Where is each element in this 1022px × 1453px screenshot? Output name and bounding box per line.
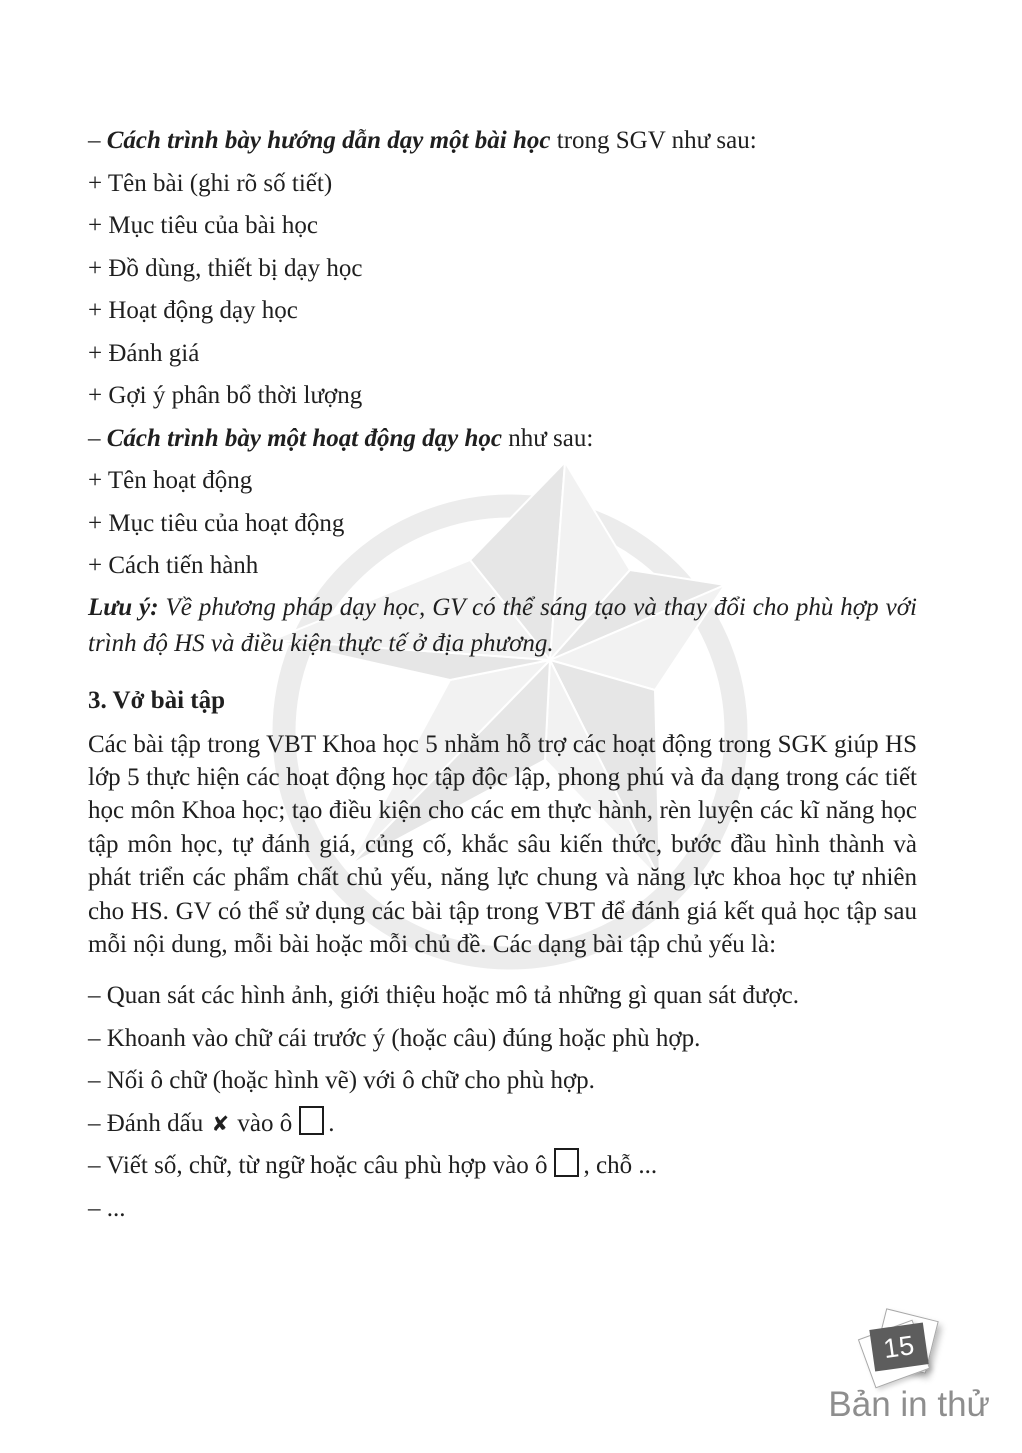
sgv-item-assessment: + Đánh giá: [88, 339, 200, 367]
note-paragraph: [88, 590, 917, 662]
answer-box: [554, 1148, 579, 1177]
page-number-badge: [858, 1310, 946, 1396]
task-write-answer: [88, 1145, 917, 1188]
workbook-section-heading: 3. Vở bài tập: [88, 686, 226, 714]
dash-marker: –: [88, 127, 107, 154]
task-connect-boxes: – Nối ô chữ (hoặc hình vẽ) với ô chữ cho phù hợp.: [88, 1067, 595, 1095]
activity-item-name: + Tên hoạt động: [88, 467, 253, 494]
task-ellipsis: – ...: [88, 1194, 126, 1222]
task-type-list: [88, 975, 917, 1230]
x-mark-glyph: ✘: [211, 1111, 230, 1136]
task-write-prefix: – Viết số, chữ, từ ngữ hoặc câu phù hợp vào ô: [88, 1152, 548, 1180]
task-mark-middle: vào ô: [231, 1109, 293, 1137]
activity-presentation-heading-rest: như sau:: [501, 424, 594, 452]
sgv-item-time-allocation: + Gợi ý phân bổ thời lượng: [88, 382, 363, 409]
task-write-suffix: , chỗ ...: [583, 1152, 658, 1180]
activity-presentation-heading: [88, 418, 917, 461]
page-number-square: [869, 1322, 928, 1371]
task-mark-x: [88, 1103, 917, 1146]
sgv-item-lesson-objective: + Mục tiêu của bài học: [88, 212, 318, 239]
task-mark-prefix: – Đánh dấu: [88, 1109, 210, 1137]
note-text: Về phương pháp dạy học, GV có thể sáng tạo và thay đổi cho phù hợp với trình độ HS và điều kiện thực tế ở địa phương.: [88, 593, 918, 657]
answer-box: [299, 1106, 324, 1135]
sgv-presentation-heading-emphasis: Cách trình bày hướng dẫn dạy một bài học: [106, 127, 551, 154]
sgv-item-equipment: + Đồ dùng, thiết bị dạy học: [88, 254, 363, 282]
task-circle-answer: – Khoanh vào chữ cái trước ý (hoặc câu) đúng hoặc phù hợp.: [88, 1024, 701, 1052]
sgv-item-lesson-name: + Tên bài (ghi rõ số tiết): [88, 169, 333, 197]
page-number: 15: [881, 1329, 917, 1364]
workbook-paragraph: Các bài tập trong VBT Khoa học 5 nhằm hỗ trợ các hoạt động trong SGK giúp HS lớp 5 thực hiện các hoạt động học tập độc lập, phong phú và đa dạng trong các tiết học môn Khoa học; tạo điều kiện cho các em thực hành, rèn luyện các kĩ năng học tập môn học, tự đánh giá, củng cố, khắc sâu kiến thức, bước đầu hình thành và phát triển các phẩm chất chủ yếu, năng lực chung và năng lực khoa học tự nhiên cho HS. GV có thể sử dụng các bài tập trong VBT để đánh giá kết quả học tập sau mỗi nội dung, mỗi bài hoặc mỗi chủ đề. Các dạng bài tập chủ yếu là:: [88, 730, 917, 958]
sgv-presentation-heading: [88, 120, 917, 163]
task-mark-suffix: .: [328, 1109, 335, 1137]
note-label: Lưu ý:: [88, 593, 159, 621]
page-content: [88, 120, 917, 1230]
activity-item-objective: + Mục tiêu của hoạt động: [88, 509, 345, 537]
sgv-item-teaching-activities: + Hoạt động dạy học: [88, 297, 298, 324]
task-observe: – Quan sát các hình ảnh, giới thiệu hoặc mô tả những gì quan sát được.: [88, 982, 800, 1010]
dash-marker: –: [88, 424, 107, 452]
sgv-presentation-heading-rest: trong SGV như sau:: [550, 127, 757, 154]
activity-item-procedure: + Cách tiến hành: [88, 552, 259, 579]
draft-label: Bản in thử: [828, 1385, 990, 1424]
activity-presentation-heading-emphasis: Cách trình bày một hoạt động dạy học: [106, 424, 502, 452]
